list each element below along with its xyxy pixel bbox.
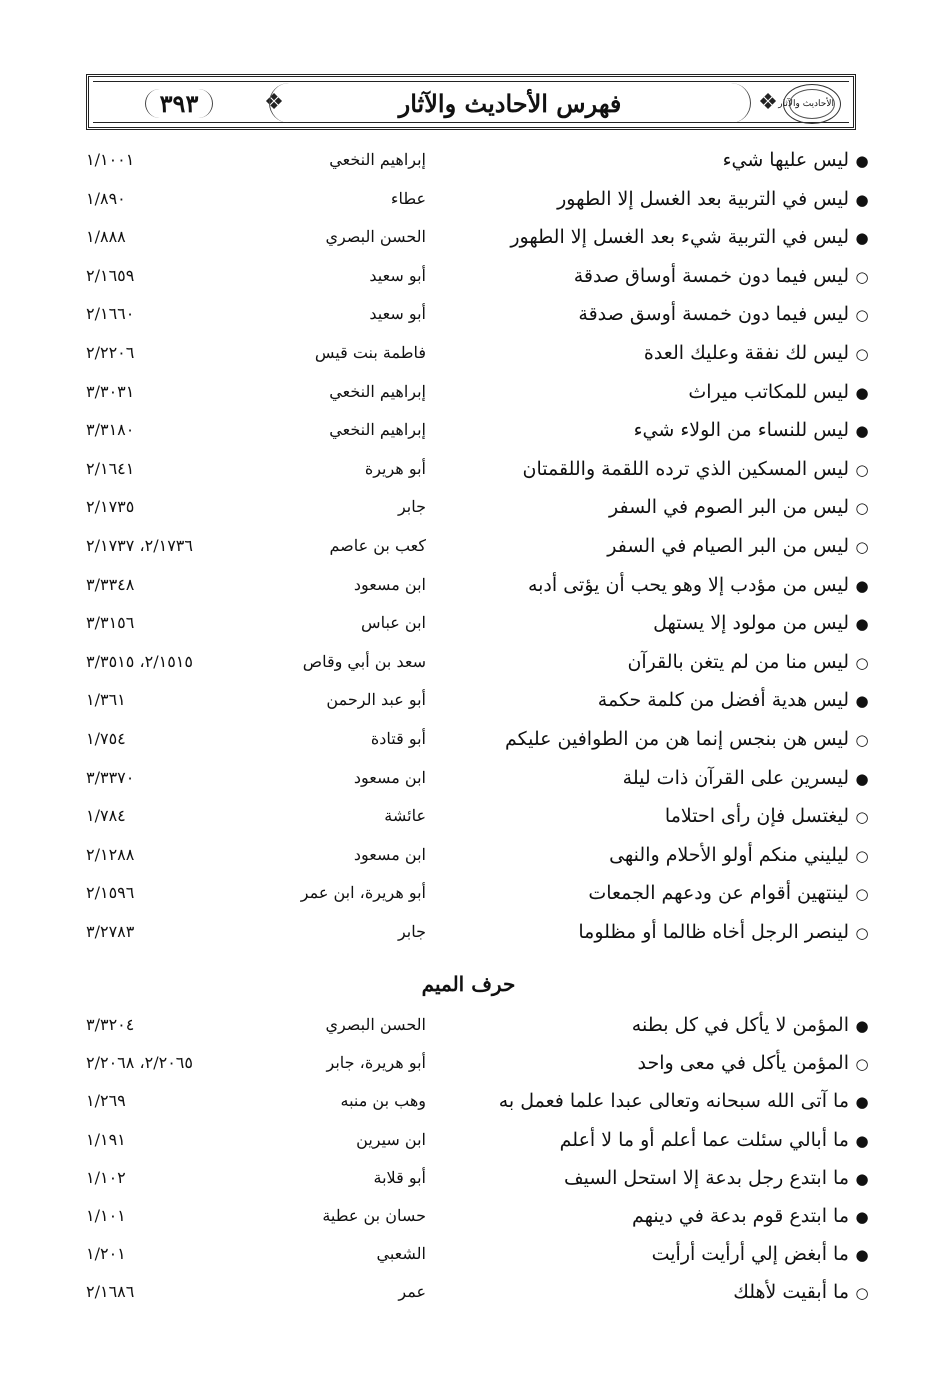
list-item bbox=[0, 528, 937, 564]
volume-page-reference: ٢/١٥١٥، ٣/٣٥١٥ bbox=[86, 651, 193, 671]
hadith-text: ما أبالي سئلت عما أعلم أو ما لا أعلم bbox=[559, 1128, 849, 1151]
hadith-entry bbox=[451, 412, 871, 448]
narrator-name: ابن مسعود bbox=[353, 844, 426, 864]
hadith-text: ليس من البر الصوم في السفر bbox=[608, 496, 849, 519]
hadith-text: ليس في التربية شيء بعد الغسل إلا الطهور bbox=[510, 226, 849, 249]
hadith-text: ليس هن بنجس إنما هن من الطوافين عليكم bbox=[504, 728, 849, 750]
volume-page-reference: ٢/١٥٩٦ bbox=[86, 883, 135, 903]
hadith-entry bbox=[451, 1007, 871, 1043]
volume-page-reference: ١/١٠٠١ bbox=[86, 150, 135, 169]
header-rule-top bbox=[93, 81, 849, 82]
list-item bbox=[0, 644, 937, 680]
volume-page-reference: ٢/١٢٨٨ bbox=[86, 844, 135, 864]
volume-page-reference: ٢/١٦٤١ bbox=[86, 458, 135, 478]
narrator-name: ابن مسعود bbox=[353, 574, 426, 594]
hollow-bullet-icon: ○ bbox=[855, 924, 869, 942]
filled-bullet-icon: ● bbox=[855, 229, 869, 248]
narrator-name: الشعبي bbox=[376, 1244, 426, 1264]
ornament-knot-icon: ❖ bbox=[758, 90, 778, 115]
hadith-entry bbox=[451, 875, 871, 911]
hadith-text: ما أبغض إلي أرأيت أرأيت bbox=[651, 1243, 849, 1266]
volume-page-reference: ٢/١٦٦٠ bbox=[86, 304, 135, 324]
hadith-entry bbox=[451, 1198, 871, 1234]
filled-bullet-icon: ● bbox=[855, 576, 869, 595]
page-header bbox=[86, 74, 856, 130]
hollow-bullet-icon: ○ bbox=[855, 345, 869, 363]
hadith-text: ليغتسل فإن رأى احتلاما bbox=[664, 805, 849, 828]
hadith-text: المؤمن يأكل في معى واحد bbox=[637, 1052, 849, 1075]
volume-page-reference: ٢/٢٠٦٥، ٢/٢٠٦٨ bbox=[86, 1053, 193, 1073]
list-item bbox=[0, 1198, 937, 1234]
running-title: فهرس الأحاديث والآثار bbox=[398, 88, 622, 118]
hadith-entry bbox=[451, 1083, 871, 1119]
narrator-name: أبو سعيد bbox=[369, 265, 426, 285]
hollow-bullet-icon: ○ bbox=[855, 267, 869, 286]
volume-page-reference: ١/٧٨٤ bbox=[86, 806, 126, 826]
hadith-text: لينتهين أقوام عن ودعهم الجمعات bbox=[588, 882, 849, 905]
hollow-bullet-icon: ○ bbox=[855, 499, 869, 518]
hadith-text: ليليني منكم أولو الأحلام والنهى bbox=[609, 843, 849, 866]
list-item bbox=[0, 567, 937, 603]
volume-page-reference: ٣/٢٧٨٣ bbox=[86, 922, 135, 941]
list-item bbox=[0, 721, 937, 757]
narrator-name: أبو هريرة، ابن عمر bbox=[300, 883, 426, 903]
hadith-entry bbox=[451, 451, 871, 487]
list-item bbox=[0, 875, 937, 911]
hadith-entry bbox=[451, 760, 871, 796]
volume-page-reference: ١/١٠٢ bbox=[86, 1167, 126, 1187]
list-item bbox=[0, 451, 937, 487]
narrator-name: سعد بن أبي وقاص bbox=[302, 651, 426, 671]
narrator-name: إبراهيم النخعي bbox=[329, 150, 426, 169]
list-item bbox=[0, 760, 937, 796]
hadith-entry bbox=[451, 1045, 871, 1081]
volume-page-reference: ٣/٣٣٤٨ bbox=[86, 574, 135, 594]
narrator-name: أبو هريرة، جابر bbox=[326, 1053, 426, 1073]
volume-page-reference: ١/٢٦٩ bbox=[86, 1091, 126, 1111]
list-item bbox=[0, 258, 937, 294]
volume-page-reference: ٣/٣٠٣١ bbox=[86, 381, 135, 401]
filled-bullet-icon: ● bbox=[855, 1017, 869, 1035]
hollow-bullet-icon: ○ bbox=[855, 538, 869, 556]
hadith-entry bbox=[451, 721, 871, 757]
narrator-name: الحسن البصري bbox=[325, 227, 426, 247]
hadith-text: ليس من البر الصيام في السفر bbox=[607, 535, 849, 557]
list-item bbox=[0, 219, 937, 255]
list-item bbox=[0, 837, 937, 873]
narrator-name: أبو قتادة bbox=[370, 729, 426, 748]
hollow-bullet-icon: ○ bbox=[855, 846, 869, 865]
filled-bullet-icon: ● bbox=[855, 1131, 869, 1150]
hadith-entry bbox=[451, 567, 871, 603]
hadith-text: ليس للمكاتب ميراث bbox=[688, 380, 849, 403]
hadith-text: ليس للنساء من الولاء شيء bbox=[633, 419, 849, 442]
filled-bullet-icon: ● bbox=[855, 615, 869, 634]
hollow-bullet-icon: ○ bbox=[855, 885, 869, 904]
narrator-name: أبو قلابة bbox=[373, 1167, 426, 1187]
list-item bbox=[0, 335, 937, 371]
list-item bbox=[0, 1236, 937, 1272]
hollow-bullet-icon: ○ bbox=[855, 1284, 869, 1303]
hadith-entry bbox=[451, 258, 871, 294]
narrator-name: ابن عباس bbox=[361, 613, 426, 633]
list-item bbox=[0, 682, 937, 718]
hadith-entry bbox=[451, 374, 871, 410]
list-item bbox=[0, 181, 937, 217]
volume-page-reference: ١/١٠١ bbox=[86, 1206, 126, 1225]
volume-page-reference: ٢/١٧٣٦، ٢/١٧٣٧ bbox=[86, 536, 193, 555]
hadith-entry bbox=[451, 644, 871, 680]
hollow-bullet-icon: ○ bbox=[855, 306, 869, 325]
filled-bullet-icon: ● bbox=[855, 1208, 869, 1226]
running-title-frame bbox=[269, 83, 751, 123]
volume-page-reference: ٢/١٦٨٦ bbox=[86, 1282, 135, 1302]
narrator-name: وهب بن منبه bbox=[340, 1091, 426, 1111]
hadith-text: المؤمن لا يأكل في كل بطنه bbox=[631, 1014, 849, 1036]
list-item bbox=[0, 489, 937, 525]
filled-bullet-icon: ● bbox=[855, 152, 869, 170]
hollow-bullet-icon: ○ bbox=[855, 1055, 869, 1074]
hadith-text: ليس من مولود إلا يستهل bbox=[653, 612, 849, 635]
volume-page-reference: ٣/٣٢٠٤ bbox=[86, 1015, 135, 1034]
filled-bullet-icon: ● bbox=[855, 383, 869, 402]
filled-bullet-icon: ● bbox=[855, 422, 869, 441]
hadith-entry bbox=[451, 837, 871, 873]
narrator-name: جابر bbox=[397, 922, 426, 941]
hollow-bullet-icon: ○ bbox=[855, 731, 869, 749]
narrator-name: ابن مسعود bbox=[353, 767, 426, 787]
hadith-entry bbox=[451, 1160, 871, 1196]
hadith-text: ليس فيما دون خمسة أوساق صدقة bbox=[573, 264, 849, 287]
page-number-frame bbox=[99, 85, 259, 121]
hadith-text: ليس في التربية بعد الغسل إلا الطهور bbox=[557, 187, 849, 210]
hadith-entry bbox=[451, 1236, 871, 1272]
hadith-text: ما ابتدع رجل بدعة إلا استحل السيف bbox=[563, 1166, 849, 1189]
list-item bbox=[0, 1083, 937, 1119]
hadith-entry bbox=[451, 528, 871, 564]
list-item bbox=[0, 605, 937, 641]
hadith-entry bbox=[451, 489, 871, 525]
narrator-name: فاطمة بنت قيس bbox=[314, 343, 426, 362]
list-item bbox=[0, 142, 937, 178]
hadith-entry bbox=[451, 914, 871, 950]
hadith-entry bbox=[451, 1274, 871, 1310]
publisher-seal-icon bbox=[778, 84, 841, 124]
page-number: ٣٩٣ bbox=[145, 89, 214, 118]
list-item bbox=[0, 412, 937, 448]
section-heading: حرف الميم bbox=[421, 972, 516, 996]
volume-page-reference: ٣/٣٣٧٠ bbox=[86, 767, 135, 787]
hadith-entry bbox=[451, 296, 871, 332]
list-item bbox=[0, 798, 937, 834]
list-item bbox=[0, 1007, 937, 1043]
narrator-name: ابن سيرين bbox=[356, 1129, 426, 1149]
volume-page-reference: ١/١٩١ bbox=[86, 1129, 126, 1149]
list-item bbox=[0, 296, 937, 332]
hadith-text: ليس فيما دون خمسة أوسق صدقة bbox=[578, 303, 849, 326]
narrator-name: إبراهيم النخعي bbox=[329, 381, 426, 401]
volume-page-reference: ٢/١٧٣٥ bbox=[86, 497, 135, 517]
filled-bullet-icon: ● bbox=[855, 769, 869, 788]
volume-page-reference: ١/٧٥٤ bbox=[86, 729, 126, 748]
filled-bullet-icon: ● bbox=[855, 1246, 869, 1265]
hollow-bullet-icon: ○ bbox=[855, 653, 869, 672]
volume-page-reference: ٢/١٦٥٩ bbox=[86, 265, 135, 285]
hollow-bullet-icon: ○ bbox=[855, 460, 869, 479]
list-item bbox=[0, 914, 937, 950]
hadith-entry bbox=[451, 798, 871, 834]
volume-page-reference: ٣/٣١٨٠ bbox=[86, 420, 135, 440]
volume-page-reference: ١/٣٦١ bbox=[86, 690, 126, 710]
filled-bullet-icon: ● bbox=[855, 1169, 869, 1188]
ornament-knot-icon: ❖ bbox=[264, 90, 284, 115]
hadith-text: لينصر الرجل أخاه ظالما أو مظلوما bbox=[578, 921, 849, 943]
narrator-name: عمر bbox=[398, 1282, 426, 1302]
hadith-entry bbox=[451, 605, 871, 641]
hadith-text: ليس عليها شيء bbox=[722, 149, 849, 171]
hadith-text: ليس منا من لم يتغن بالقرآن bbox=[627, 650, 849, 673]
seal-text: الأحاديث والآثار bbox=[789, 89, 835, 119]
hadith-text: ليس المسكين الذي ترده اللقمة واللقمتان bbox=[522, 457, 849, 480]
narrator-name: أبو سعيد bbox=[369, 304, 426, 324]
hadith-entry bbox=[451, 682, 871, 718]
narrator-name: الحسن البصري bbox=[325, 1015, 426, 1034]
volume-page-reference: ٣/٣١٥٦ bbox=[86, 613, 135, 633]
narrator-name: إبراهيم النخعي bbox=[329, 420, 426, 440]
hadith-text: ليسرين على القرآن ذات ليلة bbox=[622, 766, 849, 789]
hadith-entry bbox=[451, 1122, 871, 1158]
list-item bbox=[0, 1045, 937, 1081]
list-item bbox=[0, 1274, 937, 1310]
hollow-bullet-icon: ○ bbox=[855, 808, 869, 827]
hadith-text: ليس هدية أفضل من كلمة حكمة bbox=[597, 689, 849, 712]
hadith-entry bbox=[451, 181, 871, 217]
list-item bbox=[0, 374, 937, 410]
narrator-name: حسان بن عطية bbox=[322, 1206, 426, 1225]
filled-bullet-icon: ● bbox=[855, 692, 869, 711]
narrator-name: أبو عبد الرحمن bbox=[326, 690, 426, 710]
narrator-name: جابر bbox=[397, 497, 426, 517]
hadith-text: ليس من مؤدب إلا وهو يحب أن يؤتى أدبه bbox=[527, 573, 849, 596]
list-item bbox=[0, 1122, 937, 1158]
hadith-entry bbox=[451, 142, 871, 178]
volume-page-reference: ٢/٢٢٠٦ bbox=[86, 343, 135, 362]
narrator-name: عطاء bbox=[390, 188, 426, 208]
hadith-entry bbox=[451, 335, 871, 371]
list-item bbox=[0, 1160, 937, 1196]
hadith-text: ما أبقيت لأهلك bbox=[733, 1281, 849, 1304]
volume-page-reference: ١/٨٩٠ bbox=[86, 188, 126, 208]
narrator-name: كعب بن عاصم bbox=[329, 536, 426, 555]
hadith-text: ما آتى الله سبحانه وتعالى عبدا علما فعمل به bbox=[498, 1090, 849, 1113]
hadith-entry bbox=[451, 219, 871, 255]
volume-page-reference: ١/٨٨٨ bbox=[86, 227, 126, 247]
narrator-name: عائشة bbox=[384, 806, 426, 826]
hadith-text: ليس لك نفقة وعليك العدة bbox=[643, 342, 849, 364]
narrator-name: أبو هريرة bbox=[364, 458, 426, 478]
filled-bullet-icon: ● bbox=[855, 190, 869, 209]
volume-page-reference: ١/٢٠١ bbox=[86, 1244, 126, 1264]
hadith-text: ما ابتدع قوم بدعة في دينهم bbox=[631, 1205, 849, 1227]
filled-bullet-icon: ● bbox=[855, 1093, 869, 1112]
